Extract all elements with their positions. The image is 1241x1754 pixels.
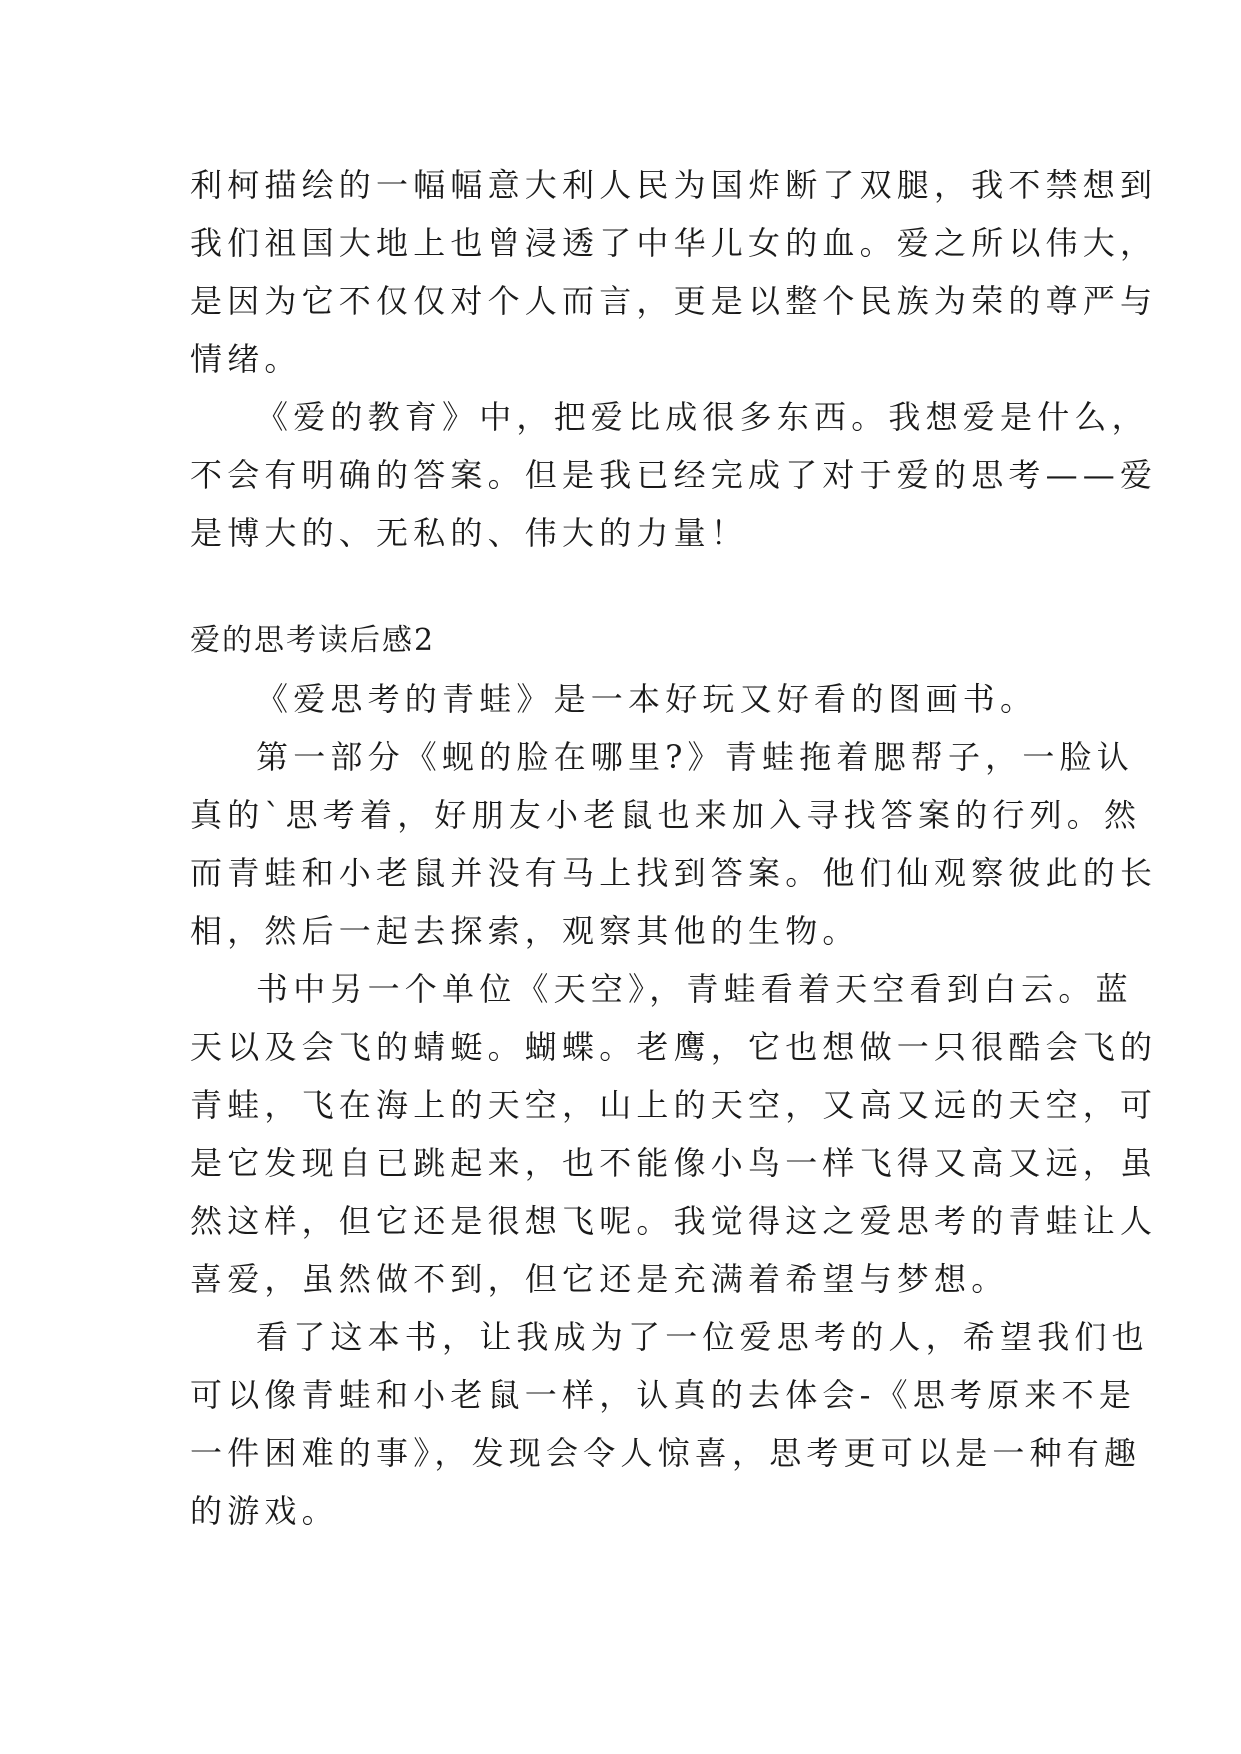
paragraph-line: 是它发现自已跳起来，也不能像小鸟一样飞得又高又远，虽 (190, 1144, 1158, 1182)
paragraph-line: 看了这本书，让我成为了一位爱思考的人，希望我们也 (256, 1318, 1149, 1356)
section-heading: 爱的思考读后感2 (190, 623, 436, 658)
essay-section-1 (190, 156, 1158, 562)
paragraph-line: 天以及会飞的蜻蜓。蝴蝶。老鹰，它也想做一只很酷会飞的 (190, 1028, 1158, 1066)
paragraph-line: 利柯描绘的一幅幅意大利人民为国炸断了双腿，我不禁想到 (190, 166, 1158, 204)
paragraph-line: 第一部分《蚬的脸在哪里?》青蛙拖着腮帮子，一脸认 (256, 738, 1134, 776)
paragraph-line: 可以像青蛙和小老鼠一样，认真的去体会-《思考原来不是 (190, 1376, 1137, 1414)
paragraph-line: 然这样，但它还是很想飞呢。我觉得这之爱思考的青蛙让人 (190, 1202, 1158, 1240)
paragraph-1 (190, 156, 1158, 388)
paragraph-line: 喜爱，虽然做不到，但它还是充满着希望与梦想。 (190, 1260, 1009, 1298)
paragraph-line: 的游戏。 (190, 1492, 339, 1530)
paragraph-line: 一件困难的事》，发现会令人惊喜，思考更可以是一种有趣 (190, 1434, 1142, 1472)
paragraph-line: 《爱思考的青蛙》是一本好玩又好看的图画书。 (256, 680, 1038, 718)
paragraph-line: 而青蛙和小老鼠并没有马上找到答案。他们仙观察彼此的长 (190, 854, 1158, 892)
paragraph-line: 相，然后一起去探索，观察其他的生物。 (190, 912, 860, 950)
paragraph-3 (190, 670, 1070, 728)
paragraph-line: 《爱的教育》中，把爱比成很多东西。我想爱是什么， (256, 398, 1149, 436)
paragraph-line: 是博大的、无私的、伟大的力量！ (190, 514, 749, 552)
paragraph-4 (190, 728, 1158, 960)
paragraph-line: 青蛙，飞在海上的天空，山上的天空，又高又远的天空，可 (190, 1086, 1158, 1124)
paragraph-line: 我们祖国大地上也曾浸透了中华儿女的血。爱之所以伟大， (190, 224, 1158, 262)
paragraph-line: 情绪。 (190, 340, 302, 378)
paragraph-line: 是因为它不仅仅对个人而言，更是以整个民族为荣的尊严与 (190, 282, 1158, 320)
paragraph-2 (190, 388, 1158, 562)
paragraph-line: 真的`思考着，好朋友小老鼠也来加入寻找答案的行列。然 (190, 796, 1142, 834)
essay-section-2 (190, 612, 1158, 1540)
paragraph-6 (190, 1308, 1149, 1540)
paragraph-line: 不会有明确的答案。但是我已经完成了对于爱的思考——爱 (190, 456, 1158, 494)
paragraph-line: 书中另一个单位《天空》，青蛙看着天空看到白云。蓝 (256, 970, 1133, 1008)
paragraph-5 (190, 960, 1158, 1308)
